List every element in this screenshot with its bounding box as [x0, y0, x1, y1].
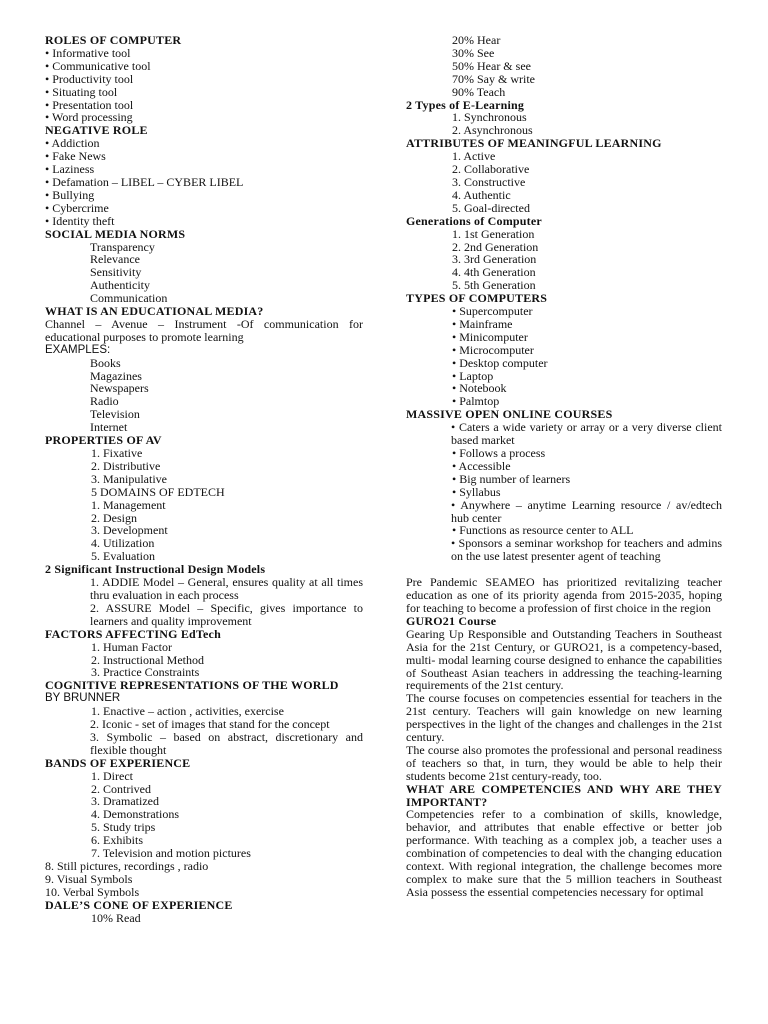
section-heading: BANDS OF EXPERIENCE	[45, 755, 191, 770]
list-item: • Laptop	[452, 368, 494, 383]
list-item: 1. Management	[91, 497, 166, 512]
list-item: 1. Human Factor	[91, 639, 172, 654]
section-heading: DALE’S CONE OF EXPERIENCE	[45, 897, 233, 912]
section-heading: FACTORS AFFECTING EdTech	[45, 626, 221, 641]
list-item: BY BRUNNER	[45, 692, 121, 705]
list-item: 10. Verbal Symbols	[45, 884, 140, 899]
list-item: Authenticity	[90, 278, 150, 293]
right-column	[406, 34, 722, 899]
list-item: • Laziness	[45, 162, 95, 177]
list-item: • Addiction	[45, 136, 100, 151]
list-item: 3. Manipulative	[91, 471, 167, 486]
list-item: 3. Development	[91, 523, 168, 538]
list-item: • Functions as resource center to ALL	[452, 523, 634, 538]
list-item: Communication	[90, 291, 168, 306]
list-item: • Accessible	[452, 458, 511, 473]
list-item: Books	[90, 355, 121, 370]
list-item: 8. Still pictures, recordings , radio	[45, 859, 209, 873]
list-item: 70% Say & write	[452, 71, 535, 86]
paragraph: 1. ADDIE Model – General, ensures quality at all times thru evaluation in each process	[90, 575, 363, 602]
section-heading: 2 Significant Instructional Design Models	[45, 562, 266, 577]
list-item: 90% Teach	[452, 84, 506, 99]
list-item: 10% Read	[91, 910, 141, 925]
list-item: • Minicomputer	[452, 329, 528, 344]
list-item: 2. Distributive	[91, 458, 161, 473]
section-heading: TYPES OF COMPUTERS	[406, 291, 548, 306]
paragraph: Channel – Avenue – Instrument -Of communication for educational purposes to promote learning	[45, 316, 363, 344]
list-item: 3. Dramatized	[91, 794, 159, 809]
list-item: • Palmtop	[452, 394, 500, 409]
paragraph: • Sponsors a seminar workshop for teachers and admins on the use latest presenter agent of teaching	[451, 536, 722, 564]
list-item: • Notebook	[452, 381, 507, 396]
list-item: 5. 5th Generation	[452, 278, 536, 293]
list-item: 1. Synchronous	[452, 110, 527, 125]
section-heading: WHAT ARE COMPETENCIES AND WHY ARE THEY IMPORTANT?	[406, 781, 722, 809]
list-item: 5 DOMAINS OF EDTECH	[91, 484, 225, 499]
list-item: 1. 1st Generation	[452, 226, 535, 241]
list-item: 30% See	[452, 45, 495, 60]
list-item: 4. 4th Generation	[452, 265, 536, 280]
list-item: 2. 2nd Generation	[452, 239, 539, 254]
section-heading: ATTRIBUTES OF MEANINGFUL LEARNING	[406, 136, 662, 151]
list-item: 3. Constructive	[452, 174, 526, 189]
list-item: • Supercomputer	[452, 304, 533, 319]
list-item: 2. Instructional Method	[91, 652, 204, 667]
list-item: • Cybercrime	[45, 200, 109, 215]
paragraph: The course focuses on competencies essential for teachers in the 21st century. Teachers will gain knowledge on new learning perspectives in the light of the changes and challenges in the 21st century.	[406, 691, 722, 745]
list-item: 1. Enactive – action , activities, exercise	[91, 704, 284, 719]
list-item: 6. Exhibits	[91, 833, 144, 848]
list-item: 20% Hear	[452, 33, 501, 47]
list-item: • Desktop computer	[452, 355, 548, 370]
list-item: 3. Practice Constraints	[91, 665, 200, 680]
list-item: Newspapers	[90, 381, 149, 396]
section-heading: WHAT IS AN EDUCATIONAL MEDIA?	[45, 304, 264, 319]
list-item: 5. Study trips	[91, 820, 156, 835]
list-item: 3. 3rd Generation	[452, 252, 537, 267]
list-item: 50% Hear & see	[452, 58, 531, 73]
list-item: Magazines	[90, 368, 142, 383]
list-item: • Mainframe	[452, 316, 513, 331]
paragraph: Gearing Up Responsible and Outstanding Teachers in Southeast Asia for the 21st Century, or GURO21, is a competency-based, multi- modal learning course designed to enhance the capabilities of Southeast Asian teachers in addressing the teaching-learning requirements of the 21st century.	[406, 626, 722, 693]
paragraph: • Anywhere – anytime Learning resource / av/edtech hub center	[451, 497, 722, 525]
paragraph: Pre Pandemic SEAMEO has prioritized revitalizing teacher education as one of its priority agenda from 2015-2035, hoping for teaching to become a profession of first choice in the region	[406, 575, 722, 615]
list-item: 2. Asynchronous	[452, 123, 533, 138]
paragraph: Competencies refer to a combination of skills, knowledge, behavior, and attributes that enable effective or better job performance. With teaching as a complex job, a teacher uses a combination of competencies to deal with the changing education context. With regional integration, the challenge becomes more complex to make sure that the 5 million teachers in Southeast Asia possess the essential competencies necessary for optimal	[406, 807, 722, 899]
list-item: • Syllabus	[452, 484, 501, 499]
list-item: 7. Television and motion pictures	[91, 846, 251, 861]
list-item: • Communicative tool	[45, 58, 151, 73]
list-item: EXAMPLES:	[45, 343, 111, 356]
list-item: • Word processing	[45, 110, 133, 125]
list-item: 2. Contrived	[91, 781, 151, 796]
list-item: Radio	[90, 394, 119, 409]
list-item: 1. Fixative	[91, 446, 143, 460]
list-item: 9. Visual Symbols	[45, 871, 133, 886]
paragraph: 2. ASSURE Model – Specific, gives importance to learners and quality improvement	[90, 600, 363, 628]
list-item: 4. Utilization	[91, 536, 155, 551]
list-item: Internet	[90, 420, 128, 435]
list-item: Transparency	[90, 239, 155, 254]
list-item: • Situating tool	[45, 84, 118, 99]
section-heading: ROLES OF COMPUTER	[45, 33, 182, 47]
list-item: • Microcomputer	[452, 342, 534, 357]
paragraph: 3. Symbolic – based on abstract, discretionary and flexible thought	[90, 729, 363, 757]
list-item: Relevance	[90, 252, 140, 267]
paragraph: 2. Iconic - set of images that stand for the concept	[90, 717, 330, 732]
list-item: • Identity theft	[45, 213, 115, 228]
list-item: • Big number of learners	[452, 471, 571, 486]
list-item: • Defamation – LIBEL – CYBER LIBEL	[45, 174, 244, 189]
list-item: • Bullying	[45, 187, 95, 202]
list-item: Sensitivity	[90, 265, 142, 280]
section-heading: SOCIAL MEDIA NORMS	[45, 226, 186, 241]
list-item: 4. Demonstrations	[91, 807, 179, 822]
paragraph: The course also promotes the professional and personal readiness of teachers so that, in turn, they would be able to help their students become 21st century-ready, too.	[406, 742, 722, 783]
list-item: • Informative tool	[45, 45, 131, 60]
section-heading: NEGATIVE ROLE	[45, 123, 148, 138]
list-item: • Productivity tool	[45, 71, 134, 86]
section-heading: GURO21 Course	[406, 613, 497, 628]
list-item: 2. Design	[91, 510, 137, 525]
list-item: • Presentation tool	[45, 97, 134, 112]
list-item: 5. Goal-directed	[452, 200, 530, 215]
section-heading: COGNITIVE REPRESENTATIONS OF THE WORLD	[45, 678, 339, 693]
section-heading: 2 Types of E-Learning	[406, 97, 525, 112]
left-column	[45, 34, 363, 925]
list-item: Television	[90, 407, 140, 422]
section-heading: MASSIVE OPEN ONLINE COURSES	[406, 407, 613, 422]
section-heading: Generations of Computer	[406, 213, 542, 228]
paragraph: • Caters a wide variety or array or a very diverse client based market	[451, 420, 722, 448]
list-item: 5. Evaluation	[91, 549, 155, 564]
list-item: 2. Collaborative	[452, 162, 530, 177]
list-item: • Fake News	[45, 149, 106, 164]
list-item: 1. Direct	[91, 768, 133, 783]
list-item: 1. Active	[452, 149, 496, 164]
section-heading: PROPERTIES OF AV	[45, 433, 162, 448]
list-item: • Follows a process	[452, 446, 546, 460]
list-item: 4. Authentic	[452, 187, 511, 202]
